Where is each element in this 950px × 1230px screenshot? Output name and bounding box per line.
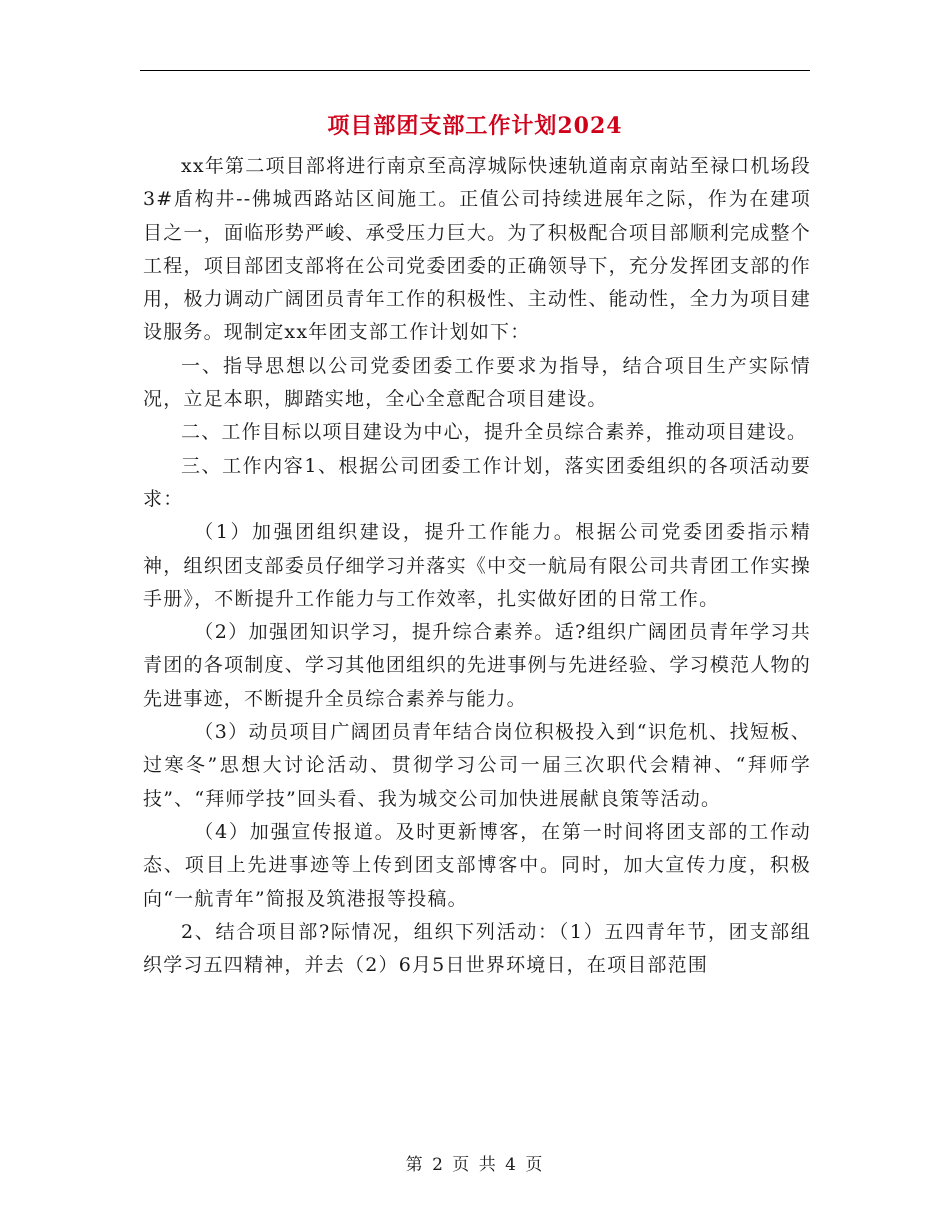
document-title: 项目部团支部工作计划2024 <box>327 113 623 139</box>
paragraph-item-3: （3）动员项目广阔团员青年结合岗位积极投入到“识危机、找短板、过寒冬”思想大讨论活动、贯彻学习公司一届三次职代会精神、“拜师学技”、“拜师学技”回头看、我为城交公司加快进展献良策等活动。 <box>143 721 811 810</box>
paragraph-work-goal: 二、工作目标以项目建设为中心，提升全员综合素养，推动项目建设。 <box>181 421 808 444</box>
page-footer: 第 2 页 共 4 页 <box>405 1155 545 1175</box>
header-rule <box>140 70 810 71</box>
paragraph-item-1: （1）加强团组织建设，提升工作能力。根据公司党委团委指示精神，组织团支部委员仔细学习并落实《中交一航局有限公司共青团工作实操手册》，不断提升工作能力与工作效率，扎实做好团的日常工作。 <box>143 521 811 610</box>
paragraph-intro: xx年第二项目部将进行南京至高淳城际快速轨道南京南站至禄口机场段3#盾构井--佛城西路站区间施工。正值公司持续进展年之际，作为在建项目之一，面临形势严峻、承受压力巨大。为了积极配合项目部顺利完成整个工程，项目部团支部将在公司党委团委的正确领导下，充分发挥团支部的作用，极力调动广阔团员青年工作的积极性、主动性、能动性，全力为项目建设服务。现制定xx年团支部工作计划如下： <box>143 155 811 344</box>
paragraph-work-content: 三、工作内容1、根据公司团委工作计划，落实团委组织的各项活动要求： <box>143 454 811 510</box>
paragraph-item-2: （2）加强团知识学习，提升综合素养。适?组织广阔团员青年学习共青团的各项制度、学习其他团组织的先进事例与先进经验、学习模范人物的先进事迹，不断提升全员综合素养与能力。 <box>143 621 811 710</box>
paragraph-item-4: （4）加强宣传报道。及时更新博客，在第一时间将团支部的工作动态、项目上先进事迹等上传到团支部博客中。同时，加大宣传力度，积极向“一航青年”简报及筑港报等投稿。 <box>143 820 811 910</box>
paragraph-guiding-thought: 一、指导思想以公司党委团委工作要求为指导，结合项目生产实际情况，立足本职，脚踏实地，全心全意配合项目建设。 <box>143 354 811 411</box>
document-body <box>143 150 811 982</box>
paragraph-activities: 2、结合项目部?际情况，组织下列活动：（1）五四青年节，团支部组织学习五四精神，并去（2）6月5日世界环境日，在项目部范围 <box>143 920 811 977</box>
